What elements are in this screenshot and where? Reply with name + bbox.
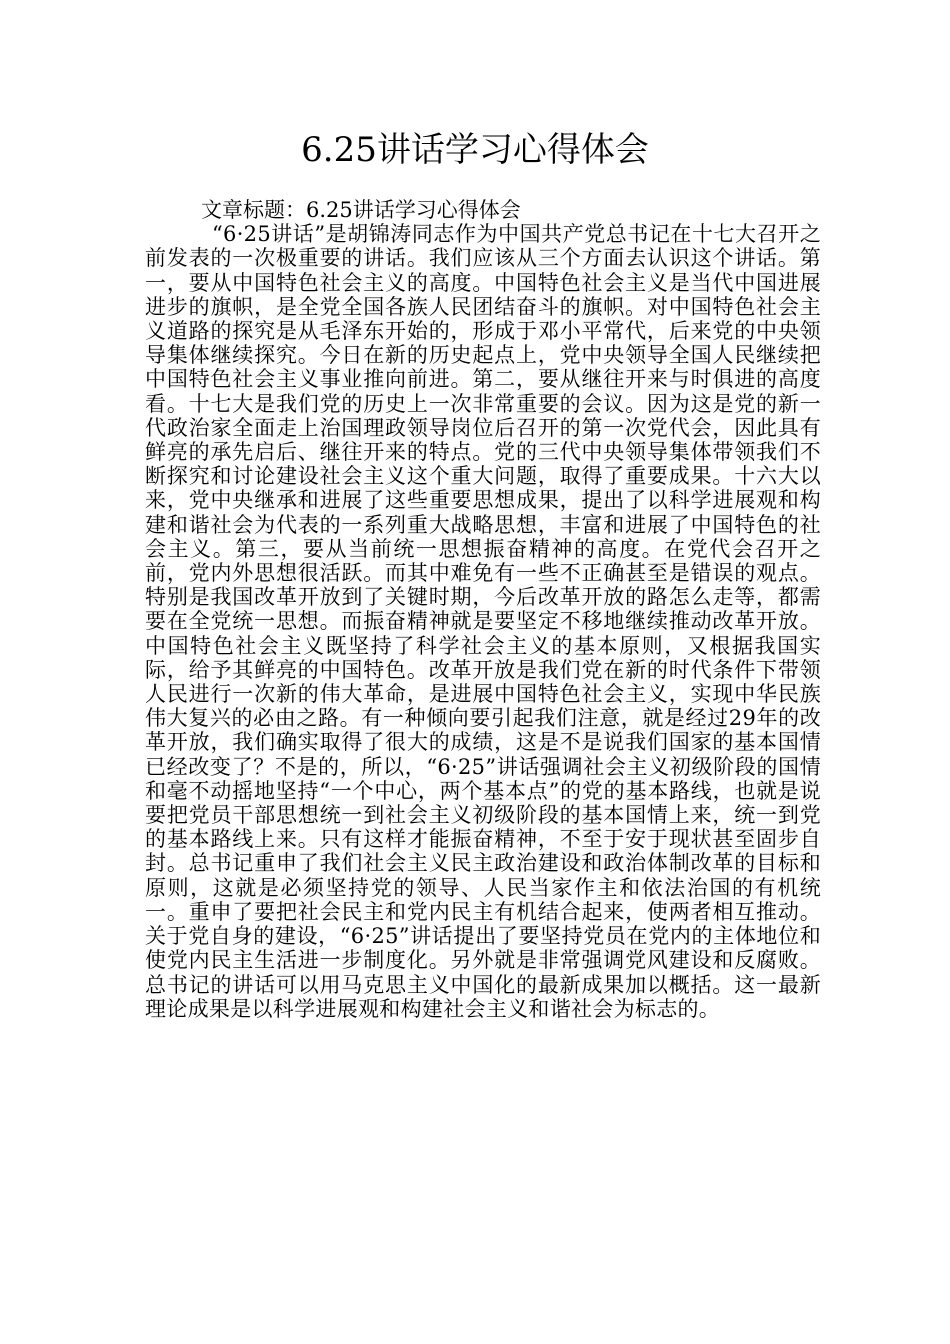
- article-title-line: 文章标题：6.25讲话学习心得体会: [201, 198, 521, 222]
- document-body: [145, 198, 821, 1021]
- body-paragraph: “6·25讲话”是胡锦涛同志作为中国共产党总书记在十七大召开之前发表的一次极重要的讲话。我们应该从三个方面去认识这个讲话。第一，要从中国特色社会主义的高度。中国特色社会主义是当代中国进展进步的旗帜，是全党全国各族人民团结奋斗的旗帜。对中国特色社会主义道路的探究是从毛泽东开始的，形成于邓小平常代，后来党的中央领导集体继续探究。今日在新的历史起点上，党中央领导全国人民继续把中国特色社会主义事业推向前进。第二，要从继往开来与时俱进的高度看。十七大是我们党的历史上一次非常重要的会议。因为这是党的新一代政治家全面走上治国理政领导岗位后召开的第一次党代会，因此具有鲜亮的承先启后、继往开来的特点。党的三代中央领导集体带领我们不断探究和讨论建设社会主义这个重大问题，取得了重要成果。十六大以来，党中央继承和进展了这些重要思想成果，提出了以科学进展观和构建和谐社会为代表的一系列重大战略思想，丰富和进展了中国特色的社会主义。第三，要从当前统一思想振奋精神的高度。在党代会召开之前，党内外思想很活跃。而其中难免有一些不正确甚至是错误的观点。特别是我国改革开放到了关键时期，今后改革开放的路怎么走等，都需要在全党统一思想。而振奋精神就是要坚定不移地继续推动改革开放。中国特色社会主义既坚持了科学社会主义的基本原则，又根据我国实际，给予其鲜亮的中国特色。改革开放是我们党在新的时代条件下带领人民进行一次新的伟大革命，是进展中国特色社会主义，实现中华民族伟大复兴的必由之路。有一种倾向要引起我们注意，就是经过29年的改革开放，我们确实取得了很大的成绩，这是不是说我们国家的基本国情已经改变了？不是的，所以，“6·25”讲话强调社会主义初级阶段的国情和毫不动摇地坚持“一个中心，两个基本点”的党的基本路线，也就是说要把党员干部思想统一到社会主义初级阶段的基本国情上来，统一到党的基本路线上来。只有这样才能振奋精神，不至于安于现状甚至固步自封。总书记重申了我们社会主义民主政治建设和政治体制改革的目标和原则，这就是必须坚持党的领导、人民当家作主和依法治国的有机统一。重申了要把社会民主和党内民主有机结合起来，使两者相互推动。关于党自身的建设，“6·25”讲话提出了要坚持党员在党内的主体地位和使党内民主生活进一步制度化。另外就是非常强调党风建设和反腐败。总书记的讲话可以用马克思主义中国化的最新成果加以概括。这一最新理论成果是以科学进展观和构建社会主义和谐社会为标志的。: [145, 222, 821, 1021]
- document-title: 6.25讲话学习心得体会: [301, 130, 649, 170]
